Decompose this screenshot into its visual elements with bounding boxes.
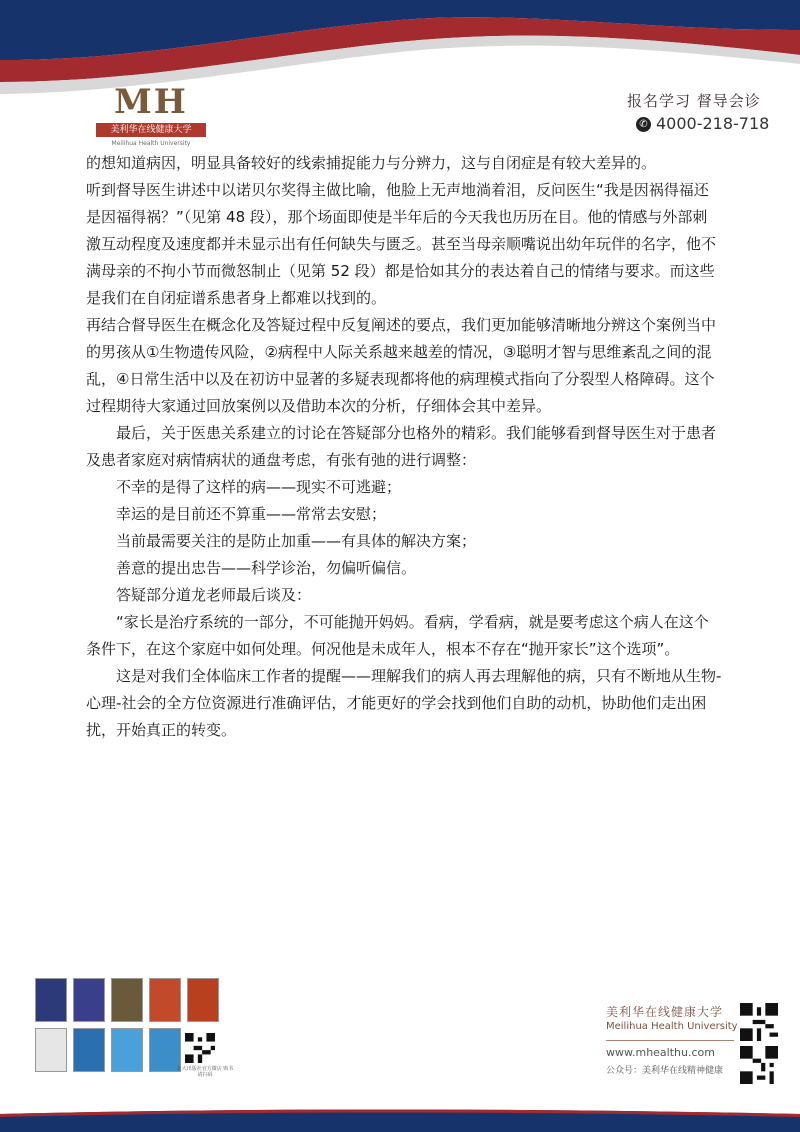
paragraph: 听到督导医生讲述中以诺贝尔奖得主做比喻，他脸上无声地淌着泪，反问医生“我是因祸得福还是因福得祸？”（见第 48 段），那个场面即使是半年后的今天我也历历在目。他的情感与外部刺激互动程度及速度都并未显示出有任何缺失与匮乏。甚至当母亲顺嘴说出幼年玩伴的名字，他不满母亲的不拘小节而微怒制止（见第 52 段）都是恰如其分的表达着自己的情绪与要求。而这些是我们在自闭症谱系患者身上都难以找到的。 bbox=[86, 181, 717, 307]
book-cover bbox=[111, 978, 143, 1022]
phone-number: 4000-218-718 bbox=[656, 114, 770, 133]
book-cover bbox=[111, 1028, 143, 1072]
paragraph: 这是对我们全体临床工作者的提醒——理解我们的病人再去理解他的病，只有不断地从生物-心理-社会的全方位资源进行准确评估，才能更好的学会找到他们自助的动机，协助他们走出困扰，开始真正的转变。 bbox=[86, 667, 722, 739]
book-cover bbox=[187, 978, 219, 1022]
qr-code-icon bbox=[740, 1003, 778, 1041]
qr-code-icon bbox=[740, 1046, 778, 1084]
footer-bar bbox=[0, 1108, 800, 1132]
phone-icon: ✆ bbox=[636, 117, 651, 132]
paragraph: 最后，关于医患关系建立的讨论在答疑部分也格外的精彩。我们能够看到督导医生对于患者及患者家庭对病情病状的通盘考虑，有张有弛的进行调整： bbox=[86, 424, 717, 469]
list-item: 幸运的是目前还不算重——常常去安慰； bbox=[116, 505, 387, 523]
paragraph: 再结合督导医生在概念化及答疑过程中反复阐述的要点，我们更加能够清晰地分辨这个案例当中的男孩从①生物遗传风险，②病程中人际关系越来越差的情况，③聪明才智与思维紊乱之间的混乱，④日常生活中以及在初访中显著的多疑表现都将他的病理模式指向了分裂型人格障碍。这个过程期待大家通过回放案例以及借助本次的分析，仔细体会其中差异。 bbox=[86, 316, 717, 415]
footer-divider bbox=[606, 1040, 734, 1041]
footer-website: www.mhealthu.com bbox=[606, 1046, 715, 1059]
qr-caption: 北大出版社官方微店 购书请扫码 bbox=[176, 1066, 234, 1078]
book-cover bbox=[35, 978, 67, 1022]
book-cover bbox=[35, 1028, 67, 1072]
list-item: 善意的提出忠告——科学诊治，勿偏听偏信。 bbox=[116, 559, 417, 577]
footer-university-cn: 美利华在线健康大学 bbox=[606, 1005, 724, 1019]
book-cover bbox=[73, 978, 105, 1022]
paragraph: 答疑部分道龙老师最后谈及： bbox=[116, 586, 312, 604]
footer-wechat: 公众号：美利华在线精神健康 bbox=[606, 1066, 724, 1076]
header-phone bbox=[636, 114, 769, 133]
document-body bbox=[86, 150, 722, 744]
quote-paragraph: “家长是治疗系统的一部分，不可能抛开妈妈。看病，学看病，就是要考虑这个病人在这个条件下，在这个家庭中如何处理。何况他是未成年人，根本不存在“抛开家长”这个选项”。 bbox=[86, 613, 709, 658]
qr-code-icon bbox=[185, 1033, 215, 1063]
footer-university-en: Meilihua Health University bbox=[606, 1021, 738, 1032]
logo-mark: MH bbox=[114, 82, 188, 122]
header-tagline: 报名学习 督导会诊 bbox=[627, 92, 761, 110]
list-item: 不幸的是得了这样的病——现实不可逃避； bbox=[116, 478, 402, 496]
book-cover bbox=[149, 978, 181, 1022]
logo-english-name: Meilihua Health University bbox=[111, 140, 191, 147]
list-item: 当前最需要关注的是防止加重——有具体的解决方案； bbox=[116, 532, 477, 550]
book-covers bbox=[35, 978, 245, 1078]
logo-ribbon: 美利华在线健康大学 bbox=[96, 123, 206, 137]
book-cover bbox=[73, 1028, 105, 1072]
paragraph: 的想知道病因，明显具备较好的线索捕捉能力与分辨力，这与自闭症是有较大差异的。 bbox=[86, 154, 657, 172]
